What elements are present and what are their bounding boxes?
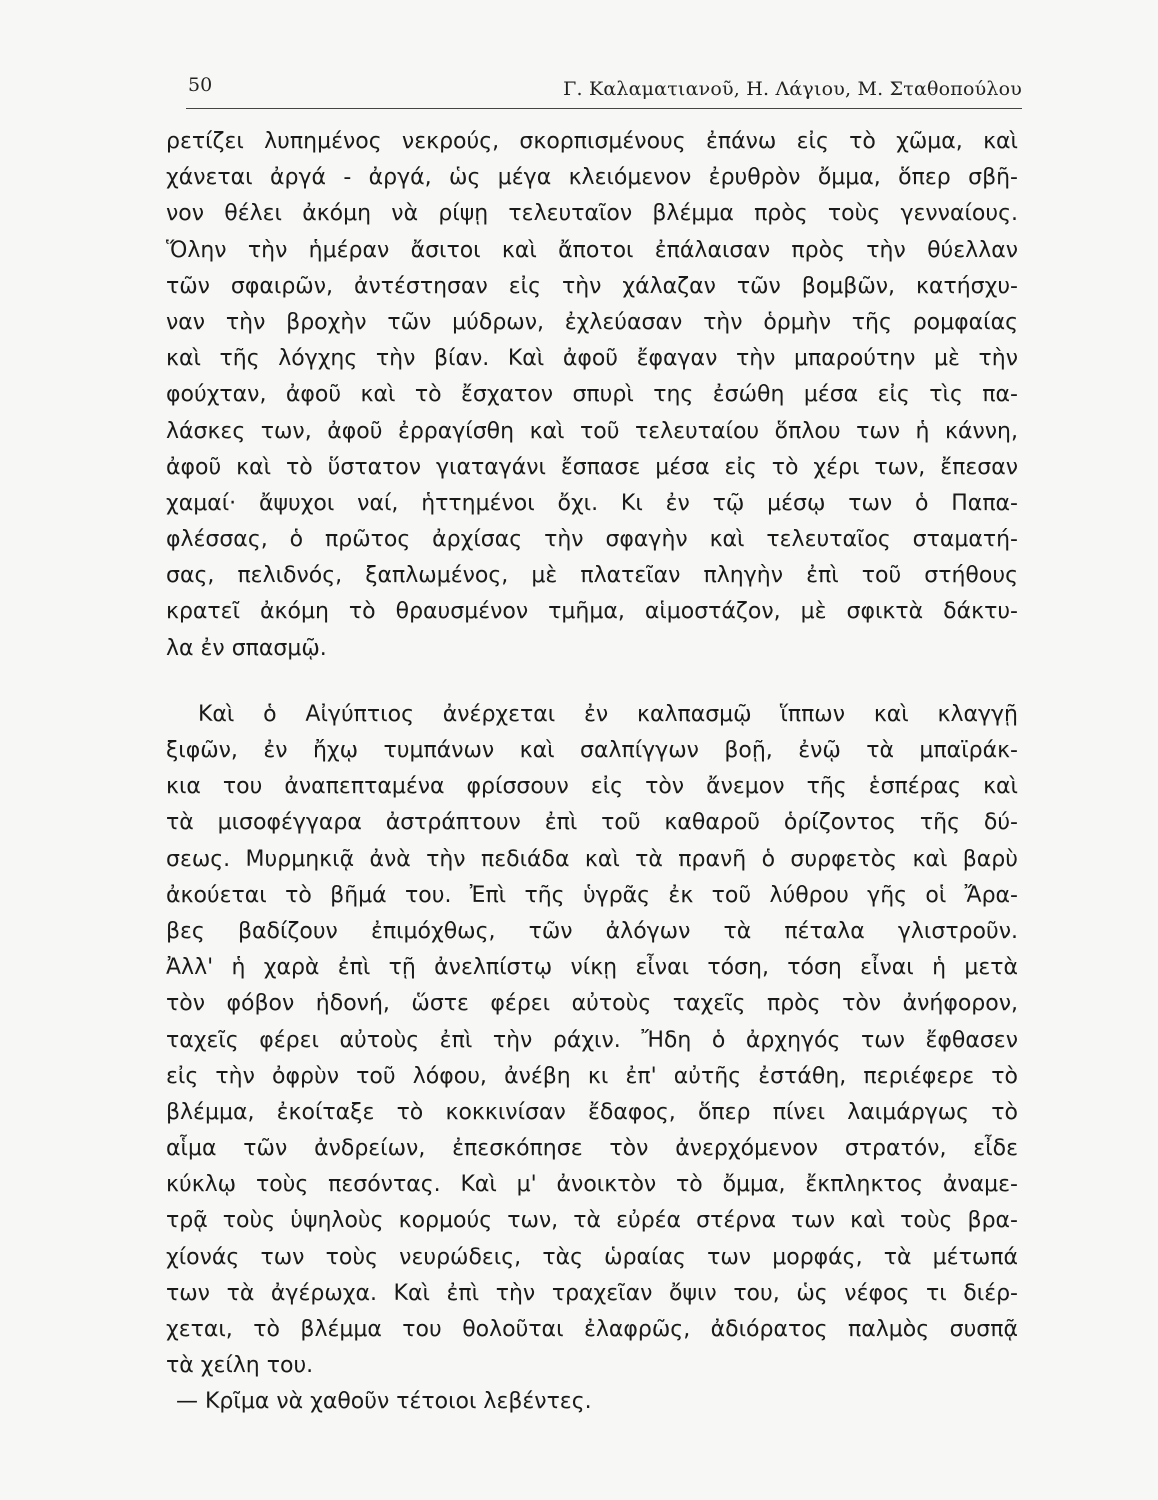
text-line: ἀφοῦ καὶ τὸ ὕστατον γιαταγάνι ἔσπασε μέσα εἰς τὸ χέρι των, ἔπεσαν [166, 454, 1018, 480]
text-line: τὰ μισοφέγγαρα ἀστράπτουν ἐπὶ τοῦ καθαροῦ ὁρίζοντος τῆς δύ- [166, 810, 1018, 836]
page-number: 50 [188, 74, 213, 96]
text-line: ναν τὴν βροχὴν τῶν μύδρων, ἐχλεύασαν τὴν ὁρμὴν τῆς ρομφαίας [166, 309, 1018, 335]
text-line: ταχεῖς φέρει αὐτοὺς ἐπὶ τὴν ράχιν. Ἤδη ὁ ἀρχηγός των ἔφθασεν [166, 1027, 1018, 1053]
page-header [186, 68, 1022, 108]
text-line: κύκλῳ τοὺς πεσόντας. Καὶ μ' ἀνοικτὸν τὸ ὄμμα, ἔκπληκτος ἀναμε- [166, 1172, 1018, 1198]
text-line: σας, πελιδνός, ξαπλωμένος, μὲ πλατεῖαν πληγὴν ἐπὶ τοῦ στήθους [166, 563, 1018, 589]
text-line: τὰ χείλη του. [166, 1353, 314, 1379]
text-line: χαμαί· ἄψυχοι ναί, ἡττημένοι ὄχι. Κι ἐν τῷ μέσῳ των ὁ Παπα- [166, 490, 1018, 516]
text-line: τῶν σφαιρῶν, ἀντέστησαν εἰς τὴν χάλαζαν τῶν βομβῶν, κατήσχυ- [166, 273, 1018, 299]
text-line: φούχταν, ἀφοῦ καὶ τὸ ἔσχατον σπυρὶ της ἐσώθη μέσα εἰς τὶς πα- [166, 382, 1018, 408]
text-line: λάσκες των, ἀφοῦ ἐρραγίσθη καὶ τοῦ τελευταίου ὅπλου των ἡ κάννη, [166, 418, 1018, 444]
text-line: κια του ἀναπεπταμένα φρίσσουν εἰς τὸν ἄνεμον τῆς ἑσπέρας καὶ [166, 774, 1018, 800]
body-text [166, 124, 1018, 1421]
text-line: χεται, τὸ βλέμμα του θολοῦται ἐλαφρῶς, ἀδιόρατος παλμὸς συσπᾷ [166, 1317, 1018, 1342]
text-line: ἀκούεται τὸ βῆμά του. Ἐπὶ τῆς ὑγρᾶς ἐκ τοῦ λύθρου γῆς οἱ Ἄρα- [166, 882, 1018, 908]
paragraph-gap [166, 667, 1018, 697]
text-line: ρετίζει λυπημένος νεκρούς, σκορπισμένους ἐπάνω εἰς τὸ χῶμα, καὶ [166, 129, 1018, 154]
dialogue-line: — Κρῖμα νὰ χαθοῦν τέτοιοι λεβέντες. [176, 1389, 592, 1415]
text-line: εἰς τὴν ὀφρὺν τοῦ λόφου, ἀνέβη κι ἐπ' αὐτῆς ἐστάθη, περιέφερε τὸ [166, 1063, 1018, 1089]
text-line: ξιφῶν, ἐν ἤχῳ τυμπάνων καὶ σαλπίγγων βοῇ, ἐνῷ τὰ μπαϊράκ- [166, 738, 1018, 763]
text-line: καὶ τῆς λόγχης τὴν βίαν. Καὶ ἀφοῦ ἔφαγαν τὴν μπαρούτην μὲ τὴν [166, 346, 1018, 372]
text-line: Ἀλλ' ἡ χαρὰ ἐπὶ τῇ ἀνελπίστῳ νίκῃ εἶναι τόση, τόση εἶναι ἡ μετὰ [166, 955, 1018, 981]
text-line: χάνεται ἀργά - ἀργά, ὡς μέγα κλειόμενον ἐρυθρὸν ὄμμα, ὅπερ σβῆ- [166, 165, 1018, 191]
text-line: νον θέλει ἀκόμη νὰ ρίψῃ τελευταῖον βλέμμα πρὸς τοὺς γενναίους. [166, 201, 1018, 227]
dialogue-paragraph [166, 1384, 1018, 1420]
text-line: Καὶ ὁ Αἰγύπτιος ἀνέρχεται ἐν καλπασμῷ ἵππων καὶ κλαγγῇ [198, 701, 1018, 727]
paragraph-2 [166, 697, 1018, 1385]
paragraph-1 [166, 124, 1018, 667]
running-head: Γ. Καλαματιανοῦ, Η. Λάγιου, Μ. Σταθοπούλου [563, 78, 1022, 100]
text-line: των τὰ ἀγέρωχα. Καὶ ἐπὶ τὴν τραχεῖαν ὄψιν του, ὡς νέφος τι διέρ- [166, 1280, 1018, 1306]
text-line: φλέσσας, ὁ πρῶτος ἀρχίσας τὴν σφαγὴν καὶ τελευταῖος σταματή- [166, 527, 1018, 553]
text-line: τρᾷ τοὺς ὑψηλοὺς κορμούς των, τὰ εὐρέα στέρνα των καὶ τοὺς βρα- [166, 1208, 1018, 1234]
text-line: σεως. Μυρμηκιᾷ ἀνὰ τὴν πεδιάδα καὶ τὰ πρανῆ ὁ συρφετὸς καὶ βαρὺ [166, 846, 1018, 872]
header-rule [186, 108, 1022, 109]
text-line: τὸν φόβον ἡδονή, ὥστε φέρει αὐτοὺς ταχεῖς πρὸς τὸν ἀνήφορον, [166, 991, 1018, 1017]
text-line: βλέμμα, ἐκοίταξε τὸ κοκκινίσαν ἔδαφος, ὅπερ πίνει λαιμάργως τὸ [166, 1099, 1018, 1125]
text-line: λα ἐν σπασμῷ. [166, 635, 327, 661]
text-line: κρατεῖ ἀκόμη τὸ θραυσμένον τμῆμα, αἱμοστάζον, μὲ σφικτὰ δάκτυ- [166, 599, 1018, 625]
text-line: χίονάς των τοὺς νευρώδεις, τὰς ὡραίας των μορφάς, τὰ μέτωπά [166, 1244, 1018, 1270]
text-line: βες βαδίζουν ἐπιμόχθως, τῶν ἀλόγων τὰ πέταλα γλιστροῦν. [166, 918, 1018, 944]
text-line: αἷμα τῶν ἀνδρείων, ἐπεσκόπησε τὸν ἀνερχόμενον στρατόν, εἶδε [166, 1136, 1018, 1162]
text-line: Ὅλην τὴν ἡμέραν ἄσιτοι καὶ ἄποτοι ἐπάλαισαν πρὸς τὴν θύελλαν [166, 237, 1018, 263]
